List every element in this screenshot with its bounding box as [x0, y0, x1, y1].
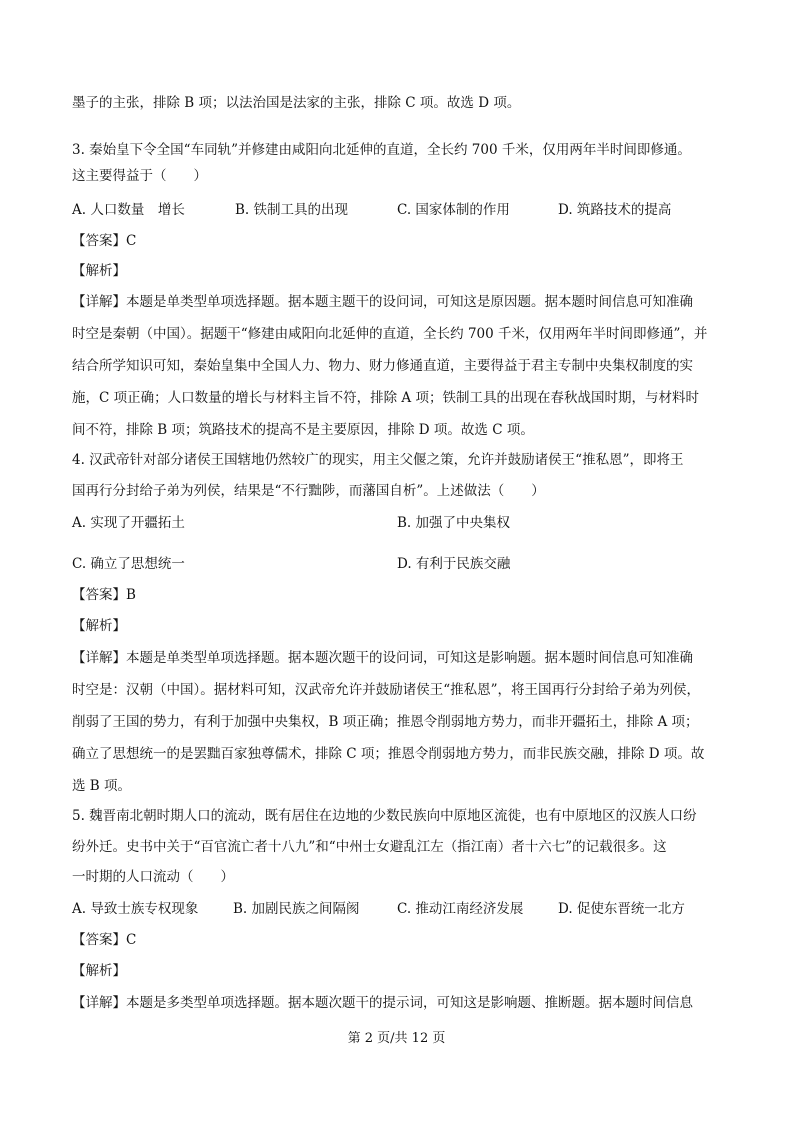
- q3-detail-line-4: 施，C 项正确；人口数量的增长与材料主旨不符，排除 A 项；铁制工具的出现在春秋战国时期，与材料时: [72, 390, 699, 406]
- q3-option-d: D. 筑路技术的提高: [558, 202, 672, 218]
- q5-stem-line-1: 5. 魏晋南北朝时期人口的流动，既有居住在边地的少数民族向中原地区流徙，也有中原地区的汉族人口纷: [72, 808, 697, 824]
- q4-stem-line-1: 4. 汉武帝针对部分诸侯王国辖地仍然较广的现实，用主父偃之策，允许并鼓励诸侯王“推私恩”，即将王: [72, 452, 684, 468]
- q4-stem-line-2: 国再行分封给子弟为列侯，结果是“不行黜陟，而藩国自析”。上述做法（ ）: [72, 483, 545, 499]
- q4-detail-line-1: 【详解】本题是单类型单项选择题。据本题次题干的设问词，可知这是影响题。据本题时间信息可知准确: [72, 650, 693, 666]
- q5-stem-line-3: 一时期的人口流动（ ）: [72, 869, 234, 885]
- q5-analysis-label: 【解析】: [72, 963, 126, 979]
- q5-stem-line-2: 纷外迁。史书中关于“百官流亡者十八九”和“中州士女避乱江左（指江南）者十六七”的记载很多。这: [72, 839, 667, 855]
- q5-option-a: A. 导致士族专权现象: [72, 901, 199, 917]
- q5-option-c: C. 推动江南经济发展: [397, 901, 524, 917]
- q4-option-b: B. 加强了中央集权: [397, 515, 511, 531]
- q3-detail-line-3: 结合所学知识可知，秦始皇集中全国人力、物力、财力修通直道，主要得益于君主专制中央集权制度的实: [72, 358, 693, 374]
- continuation-line: 墨子的主张，排除 B 项；以法治国是法家的主张，排除 C 项。故选 D 项。: [72, 95, 521, 111]
- q3-option-c: C. 国家体制的作用: [397, 202, 510, 218]
- q3-detail-line-1: 【详解】本题是单类型单项选择题。据本题主题干的设问词，可知这是原因题。据本题时间信息可知准确: [72, 294, 693, 310]
- q3-detail-line-5: 间不符，排除 B 项；筑路技术的提高不是主要原因，排除 D 项。故选 C 项。: [72, 422, 534, 438]
- q4-analysis-label: 【解析】: [72, 618, 126, 634]
- q5-option-b: B. 加剧民族之间隔阂: [233, 901, 360, 917]
- q4-option-d: D. 有利于民族交融: [397, 556, 511, 572]
- q4-detail-line-2: 时空是：汉朝（中国）。据材料可知，汉武帝允许并鼓励诸侯王“推私恩”，将王国再行分封给子弟为列侯，: [72, 682, 701, 698]
- q3-stem-line-1: 3. 秦始皇下令全国“车同轨”并修建由咸阳向北延伸的直道，全长约 700 千米，仅用两年半时间即修通。: [72, 142, 691, 158]
- q3-option-b: B. 铁制工具的出现: [235, 202, 349, 218]
- q3-stem-line-2: 这主要得益于（ ）: [72, 168, 207, 184]
- q3-answer: 【答案】C: [72, 233, 137, 249]
- q3-option-a: A. 人口数量 增长: [72, 202, 185, 218]
- q5-answer: 【答案】C: [72, 932, 137, 948]
- q4-option-c: C. 确立了思想统一: [72, 556, 185, 572]
- q4-detail-line-5: 选 B 项。: [72, 778, 132, 794]
- q5-option-d: D. 促使东晋统一北方: [558, 901, 685, 917]
- page-footer: 第 2 页/共 12 页: [347, 1031, 446, 1046]
- q5-detail-line-1: 【详解】本题是多类型单项选择题。据本题次题干的提示词，可知这是影响题、推断题。据本题时间信息: [72, 995, 693, 1011]
- q4-answer: 【答案】B: [72, 587, 136, 603]
- q3-analysis-label: 【解析】: [72, 263, 126, 279]
- q4-option-a: A. 实现了开疆拓土: [72, 515, 185, 531]
- q4-detail-line-4: 确立了思想统一的是罢黜百家独尊儒术，排除 C 项；推恩令削弱地方势力，而非民族交融，排除 D 项。故: [72, 746, 705, 762]
- q3-detail-line-2: 时空是秦朝（中国）。据题干“修建由咸阳向北延伸的直道，全长约 700 千米，仅用两年半时间即修通”，并: [72, 326, 708, 342]
- q4-detail-line-3: 削弱了王国的势力，有利于加强中央集权，B 项正确；推恩令削弱地方势力，而非开疆拓土，排除 A 项；: [72, 714, 699, 730]
